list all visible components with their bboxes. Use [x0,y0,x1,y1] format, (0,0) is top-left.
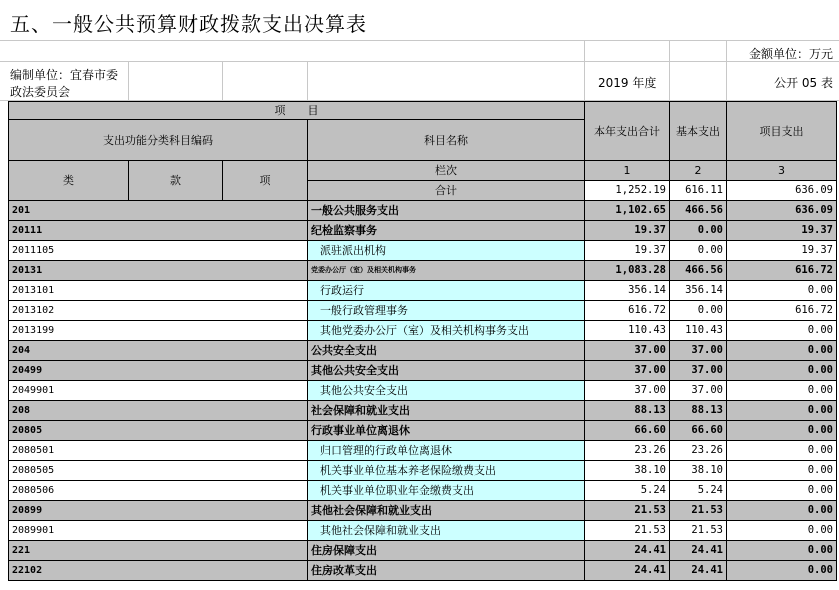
table-row [9,281,837,301]
row-basic: 466.56 [670,201,727,221]
row-total: 21.53 [585,521,670,541]
row-subject-name: 行政运行 [308,281,585,301]
table-row [9,561,837,581]
header-lei: 类 [9,161,129,201]
table-row [9,301,837,321]
header-kuan: 款 [129,161,223,201]
gridline [726,40,727,101]
row-basic: 0.00 [670,241,727,261]
row-basic: 38.10 [670,461,727,481]
row-total: 5.24 [585,481,670,501]
row-total: 88.13 [585,401,670,421]
header-subject-name: 科目名称 [308,120,585,161]
row-basic: 23.26 [670,441,727,461]
row-total: 38.10 [585,461,670,481]
row-subject-name: 一般行政管理事务 [308,301,585,321]
header-lanci: 栏次 [308,161,585,181]
row-subject-name: 住房保障支出 [308,541,585,561]
total-basic: 616.11 [670,181,727,201]
gridline [128,61,129,101]
row-subject-name: 归口管理的行政单位离退休 [308,441,585,461]
row-project: 0.00 [727,541,837,561]
gridline [0,61,839,62]
row-project: 0.00 [727,561,837,581]
row-subject-name: 纪检监察事务 [308,221,585,241]
row-basic: 37.00 [670,341,727,361]
total-label: 合计 [308,181,585,201]
row-code: 20131 [9,261,308,281]
row-project: 0.00 [727,521,837,541]
row-total: 23.26 [585,441,670,461]
row-code: 2049901 [9,381,308,401]
table-row [9,381,837,401]
row-subject-name: 派驻派出机构 [308,241,585,261]
row-project: 0.00 [727,461,837,481]
table-row [9,221,837,241]
header-basic: 基本支出 [670,102,727,161]
row-project: 0.00 [727,361,837,381]
table-row [9,441,837,461]
row-project: 616.72 [727,301,837,321]
row-basic: 88.13 [670,401,727,421]
table-row [9,341,837,361]
form-number: 公开 05 表 [774,76,833,90]
row-subject-name: 其他公共安全支出 [308,381,585,401]
row-project: 636.09 [727,201,837,221]
gridline [307,61,308,101]
row-code: 20805 [9,421,308,441]
row-subject-name: 其他公共安全支出 [308,361,585,381]
row-project: 0.00 [727,381,837,401]
header-xiang: 项 [223,161,308,201]
row-total: 1,083.28 [585,261,670,281]
row-code: 2080505 [9,461,308,481]
row-subject-name: 社会保障和就业支出 [308,401,585,421]
row-subject-name: 党委办公厅（室）及相关机构事务 [308,261,585,281]
row-subject-name: 其他社会保障和就业支出 [308,521,585,541]
row-project: 19.37 [727,241,837,261]
row-total: 110.43 [585,321,670,341]
row-subject-name: 一般公共服务支出 [308,201,585,221]
row-code: 2080501 [9,441,308,461]
row-basic: 0.00 [670,301,727,321]
total-amount: 1,252.19 [585,181,670,201]
row-code: 22102 [9,561,308,581]
gridline [0,40,839,41]
table-row [9,421,837,441]
row-code: 2011105 [9,241,308,261]
row-code: 2089901 [9,521,308,541]
row-basic: 24.41 [670,561,727,581]
table-row [9,521,837,541]
row-subject-name: 机关事业单位职业年金缴费支出 [308,481,585,501]
row-code: 2013102 [9,301,308,321]
table-row [9,261,837,281]
row-total: 24.41 [585,561,670,581]
table-row [9,401,837,421]
row-project: 0.00 [727,421,837,441]
page-title: 五、一般公共预算财政拨款支出决算表 [10,12,367,36]
row-total: 37.00 [585,341,670,361]
row-basic: 21.53 [670,501,727,521]
row-code: 20499 [9,361,308,381]
header-total: 本年支出合计 [585,102,670,161]
year-label: 2019 年度 [598,76,657,90]
row-basic: 21.53 [670,521,727,541]
row-project: 0.00 [727,321,837,341]
row-code: 2013101 [9,281,308,301]
table-row [9,321,837,341]
row-code: 208 [9,401,308,421]
row-total: 356.14 [585,281,670,301]
row-total: 24.41 [585,541,670,561]
row-project: 0.00 [727,281,837,301]
col-index-3: 3 [727,161,837,181]
row-project: 0.00 [727,501,837,521]
table-row [9,541,837,561]
row-total: 37.00 [585,381,670,401]
gridline [222,61,223,101]
row-total: 19.37 [585,241,670,261]
row-code: 20111 [9,221,308,241]
row-basic: 110.43 [670,321,727,341]
row-code: 201 [9,201,308,221]
header-row-lanci [9,161,837,181]
table-row [9,481,837,501]
row-project: 616.72 [727,261,837,281]
table-row [9,361,837,381]
row-project: 0.00 [727,481,837,501]
row-basic: 24.41 [670,541,727,561]
row-basic: 0.00 [670,221,727,241]
row-subject-name: 其他社会保障和就业支出 [308,501,585,521]
row-code: 2013199 [9,321,308,341]
org-label-cont: 政法委员会 [10,85,71,99]
row-code: 204 [9,341,308,361]
row-total: 66.60 [585,421,670,441]
total-project: 636.09 [727,181,837,201]
row-code: 2080506 [9,481,308,501]
row-project: 0.00 [727,401,837,421]
table-row [9,501,837,521]
row-code: 221 [9,541,308,561]
row-subject-name: 机关事业单位基本养老保险缴费支出 [308,461,585,481]
row-total: 19.37 [585,221,670,241]
unit-label: 金额单位：万元 [748,47,833,61]
header-row-item [9,102,837,120]
gridline [584,40,585,101]
row-basic: 5.24 [670,481,727,501]
row-subject-name: 住房改革支出 [308,561,585,581]
table-row [9,201,837,221]
row-total: 616.72 [585,301,670,321]
row-basic: 37.00 [670,381,727,401]
row-project: 0.00 [727,441,837,461]
gridline [669,40,670,101]
col-index-1: 1 [585,161,670,181]
row-total: 1,102.65 [585,201,670,221]
org-label: 编制单位：宜春市委 [10,68,119,82]
row-project: 19.37 [727,221,837,241]
col-index-2: 2 [670,161,727,181]
row-basic: 66.60 [670,421,727,441]
expenditure-table [8,101,837,581]
row-total: 37.00 [585,361,670,381]
row-basic: 466.56 [670,261,727,281]
header-item: 项 目 [9,102,585,120]
table-row [9,461,837,481]
row-basic: 37.00 [670,361,727,381]
row-subject-name: 其他党委办公厅（室）及相关机构事务支出 [308,321,585,341]
row-code: 20899 [9,501,308,521]
header-project: 项目支出 [727,102,837,161]
row-subject-name: 公共安全支出 [308,341,585,361]
row-subject-name: 行政事业单位离退休 [308,421,585,441]
row-basic: 356.14 [670,281,727,301]
row-total: 21.53 [585,501,670,521]
table-row [9,241,837,261]
row-project: 0.00 [727,341,837,361]
header-func-code: 支出功能分类科目编码 [9,120,308,161]
